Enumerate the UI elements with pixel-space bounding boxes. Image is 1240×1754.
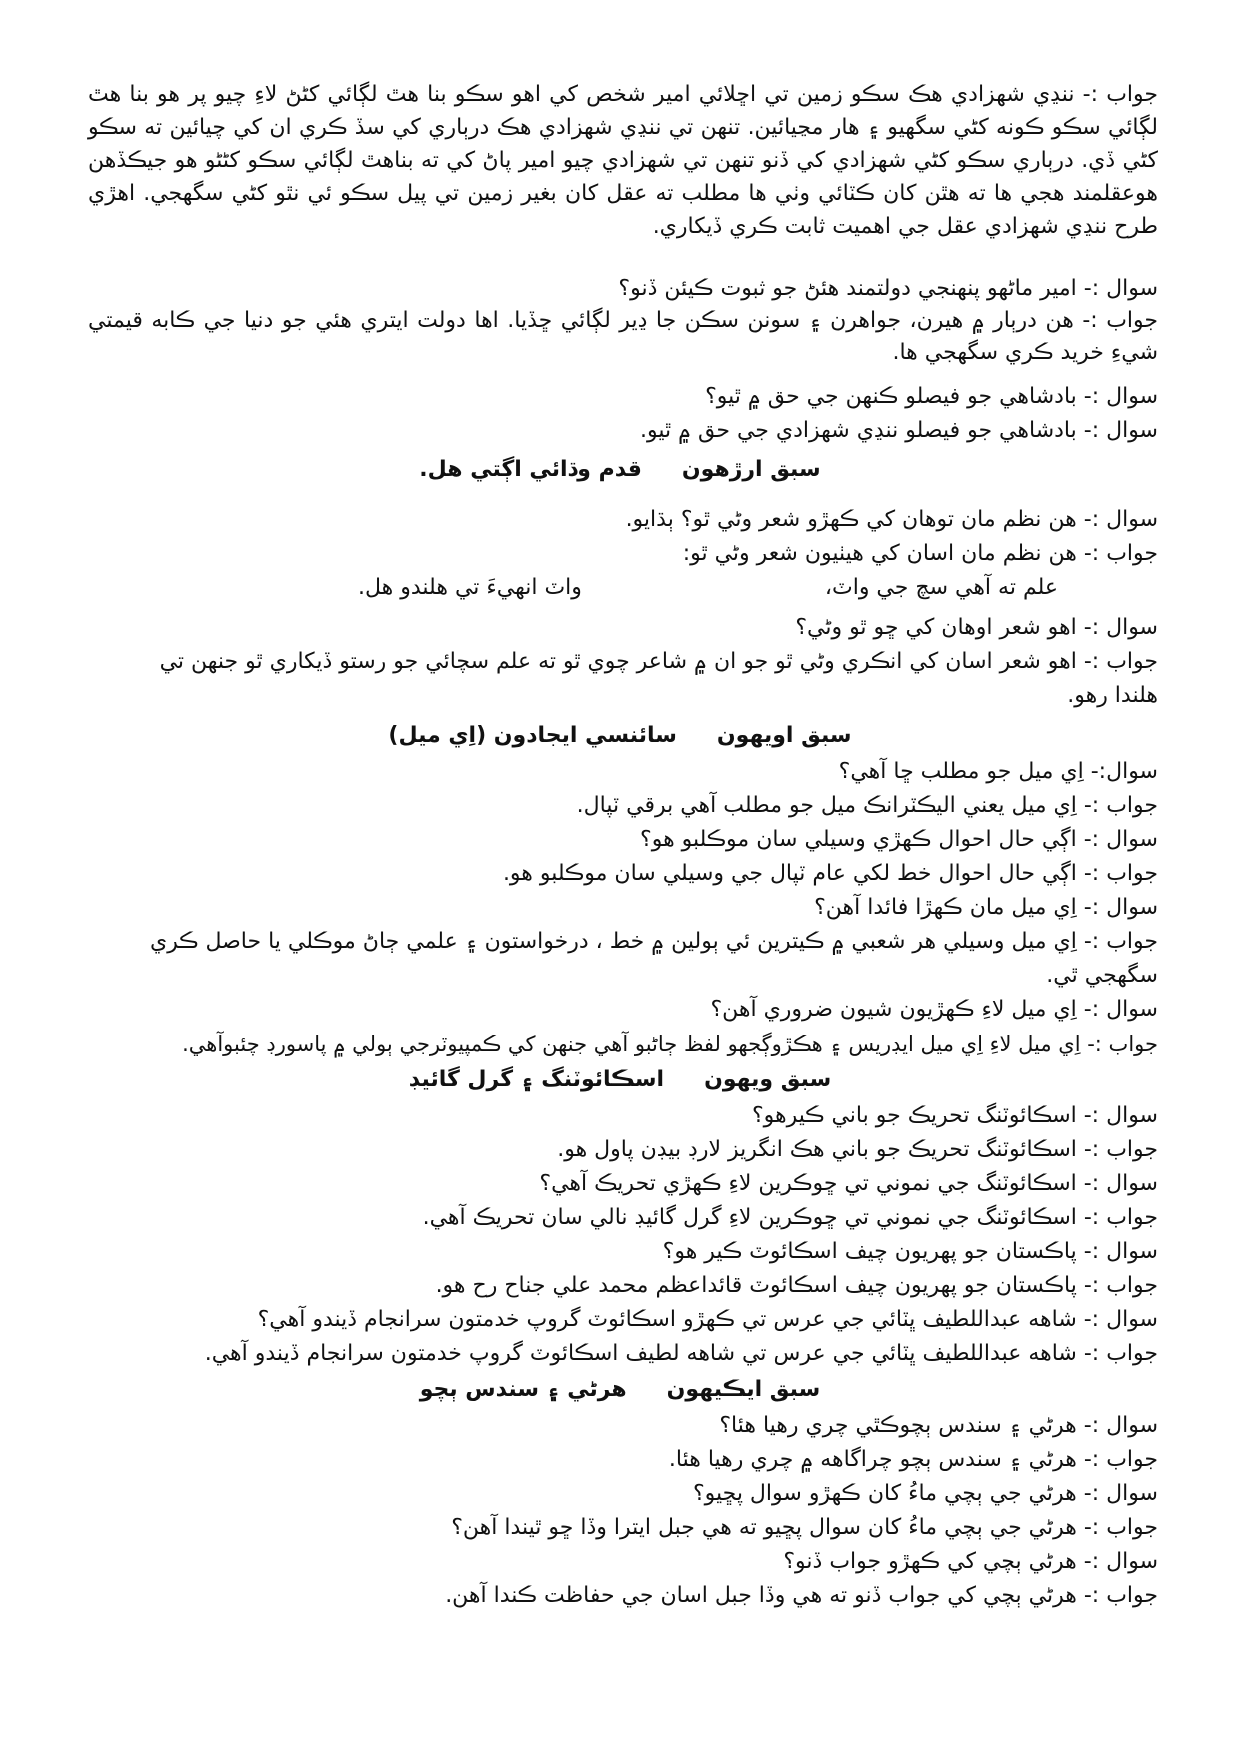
lesson-19-verse [358, 574, 1058, 602]
lesson-20-line-6: جواب :- اِي ميل وسيلي هر شعبي ۾ ڪيترين ئي ٻولين ۾ خط ، درخواستون ۽ علمي ڄاڻ موڪلي يا حاصل ڪري [150, 929, 1158, 954]
intro-answer-1: جواب :- هن درٻار ۾ هيرن، جواهرن ۽ سونن سڪن جا ڍير لڳائي ڇڏيا. اها دولت ايتري هئي جو دنيا جي ڪابه قيمتي شيءِ خريد ڪري سگهجي ها. [88, 308, 1158, 365]
lesson-22-heading [0, 1376, 1240, 1404]
lesson-19-question-2: سوال :- اهو شعر اوهان کي ڇو ٿو وڻي؟ [795, 615, 1158, 640]
intro-answer-2: سوال :- بادشاهي جو فيصلو ننڍي شهزادي جي حق ۾ ٿيو. [640, 418, 1158, 443]
lesson-20-line-1: سوال:- اِي ميل جو مطلب ڇا آهي؟ [838, 759, 1158, 784]
lesson-20-line-2: جواب :- اِي ميل يعني اليڪٽرانڪ ميل جو مطلب آهي برقي ٽپال. [576, 793, 1158, 818]
lesson-19-answer-1-intro: جواب :- هن نظم مان اسان کي هيٺيون شعر وڻي ٿو: [682, 541, 1158, 566]
lesson-21-line-8: جواب :- شاهه عبداللطيف ڀٽائي جي عرس تي شاهه لطيف اسڪائوٽ گروپ خدمتون سرانجام ڏيندو آهي. [204, 1341, 1158, 1366]
lesson-19-answer-2-line1: جواب :- اهو شعر اسان کي انڪري وڻي ٿو جو ان ۾ شاعر چوي ٿو ته علم سچائي جو رستو ڏيکاري ٿو جنهن تي [159, 649, 1158, 674]
lesson-21-line-4: جواب :- اسڪائوٽنگ جي نموني تي ڇوڪرين لاءِ گرل گائيڊ نالي سان تحريڪ آهي. [422, 1205, 1158, 1230]
lesson-22-title: هرڻي ۽ سندس ٻچو [419, 1377, 627, 1402]
lesson-20-heading [0, 722, 1240, 750]
lesson-19-heading [0, 456, 1240, 484]
lesson-22-line-6: جواب :- هرڻي ٻچي کي جواب ڏنو ته هي وڏا جبل اسان جي حفاظت ڪندا آهن. [445, 1583, 1158, 1608]
lesson-21-line-2: جواب :- اسڪائوٽنگ تحريڪ جو باني هڪ انگريز لارڊ بيڊن پاول هو. [557, 1137, 1158, 1162]
lesson-22-line-5: سوال :- هرڻي ٻچي کي ڪهڙو جواب ڏنو؟ [783, 1549, 1158, 1574]
lesson-21-title: اسڪائوٽنگ ۽ گرل گائيڊ [408, 1067, 665, 1092]
lesson-22-line-4: جواب :- هرڻي جي ٻچي ماءُ کان سوال پڇيو ته هي جبل ايترا وڏا ڇو ٿيندا آهن؟ [451, 1515, 1158, 1540]
lesson-21-line-7: سوال :- شاهه عبداللطيف ڀٽائي جي عرس تي ڪهڙو اسڪائوٽ گروپ خدمتون سرانجام ڏيندو آهي؟ [257, 1307, 1158, 1332]
lesson-21-line-3: سوال :- اسڪائوٽنگ جي نموني تي ڇوڪرين لاءِ ڪهڙي تحريڪ آهي؟ [539, 1171, 1158, 1196]
lesson-20-line-9: جواب :- اِي ميل لاءِ اِي ميل ايڊريس ۽ هڪڙوڳجهو لفظ ڄاڻبو آهي جنهن کي ڪمپيوٽرجي ٻولي ۾ پاسورڊ چئبوآهي. [182, 1032, 1158, 1056]
lesson-20-line-5: سوال :- اِي ميل مان ڪهڙا فائدا آهن؟ [814, 895, 1158, 920]
lesson-19-answer-2-line2: هلندا رهو. [1067, 683, 1158, 708]
intro-question-1: سوال :- امير ماڻهو پنهنجي دولتمند هئڻ جو ثبوت ڪيئن ڏنو؟ [618, 276, 1158, 301]
verse-second-half: واٽ انهيءَ تي هلندو هل. [358, 575, 582, 600]
lesson-19-title: قدم وڌائي اڳتي هل. [419, 457, 642, 482]
lesson-21-number: سبق ويهون [704, 1067, 832, 1092]
intro-answer-paragraph: جواب :- ننڍي شهزادي هڪ سڪو زمين تي اڇلائي امير شخص کي اهو سڪو بنا هٿ لڳائي کڻڻ لاءِ چيو پر هو بنا هٿ لڳائي سڪو ڪونه کڻي سگهيو ۽ هار مڃيائين. تنهن تي ننڍي شهزادي هڪ درٻاري کي سڏ ڪري ان کي چيائين ته سڪو کڻي ڏي. درٻاري سڪو کڻي شهزادي کي ڏنو تنهن تي شهزادي چيو امير پاڻ کي ته بناهٿ لڳائي سڪو کڻڻو هو جيڪڏهن هوعقلمند هجي ها ته هٿن کان ڪٽائي وٺي ها مطلب ته عقل کان بغير زمين تي پيل سڪو ئي نٿو کڻي سگهجي. اهڙي طرح ننڍي شهزادي عقل جي اهميت ثابت ڪري ڏيکاري. [88, 82, 1158, 239]
lesson-21-line-1: سوال :- اسڪائوٽنگ تحريڪ جو باني ڪيرهو؟ [751, 1103, 1158, 1128]
lesson-21-line-6: جواب :- پاڪستان جو پهريون چيف اسڪائوٽ قائداعظم محمد علي جناح رح هو. [435, 1273, 1158, 1298]
intro-question-2: سوال :- بادشاهي جو فيصلو ڪنهن جي حق ۾ ٿيو؟ [705, 384, 1158, 409]
verse-first-half: علم ته آهي سچ جي واٽ، [824, 575, 1058, 600]
lesson-22-line-1: سوال :- هرڻي ۽ سندس ٻچوڪٿي چري رهيا هئا؟ [719, 1413, 1158, 1438]
lesson-20-line-4: جواب :- اڳي حال احوال خط لکي عام ٽپال جي وسيلي سان موڪلبو هو. [502, 861, 1158, 886]
lesson-20-line-7: سگهجي ٿي. [1046, 963, 1158, 988]
lesson-19-number: سبق ارڙهون [681, 457, 821, 482]
lesson-20-line-3: سوال :- اڳي حال احوال ڪهڙي وسيلي سان موڪلبو هو؟ [640, 827, 1158, 852]
lesson-21-line-5: سوال :- پاڪستان جو پهريون چيف اسڪائوٽ ڪير هو؟ [662, 1239, 1158, 1264]
lesson-21-heading [0, 1066, 1240, 1094]
lesson-20-line-8: سوال :- اِي ميل لاءِ ڪهڙيون شيون ضروري آهن؟ [710, 997, 1158, 1022]
lesson-22-number: سبق ايڪيهون [666, 1377, 821, 1402]
lesson-20-number: سبق اويهون [716, 723, 852, 748]
lesson-22-line-2: جواب :- هرڻي ۽ سندس ٻچو چراگاهه ۾ چري رهيا هئا. [668, 1447, 1158, 1472]
lesson-20-title: سائنسي ايجادون (اِي ميل) [388, 723, 677, 748]
lesson-19-question-1: سوال :- هن نظم مان توهان کي ڪهڙو شعر وڻي ٿو؟ ٻڌايو. [625, 507, 1158, 532]
lesson-22-line-3: سوال :- هرڻي جي ٻچي ماءُ کان ڪهڙو سوال پڇيو؟ [692, 1481, 1158, 1506]
